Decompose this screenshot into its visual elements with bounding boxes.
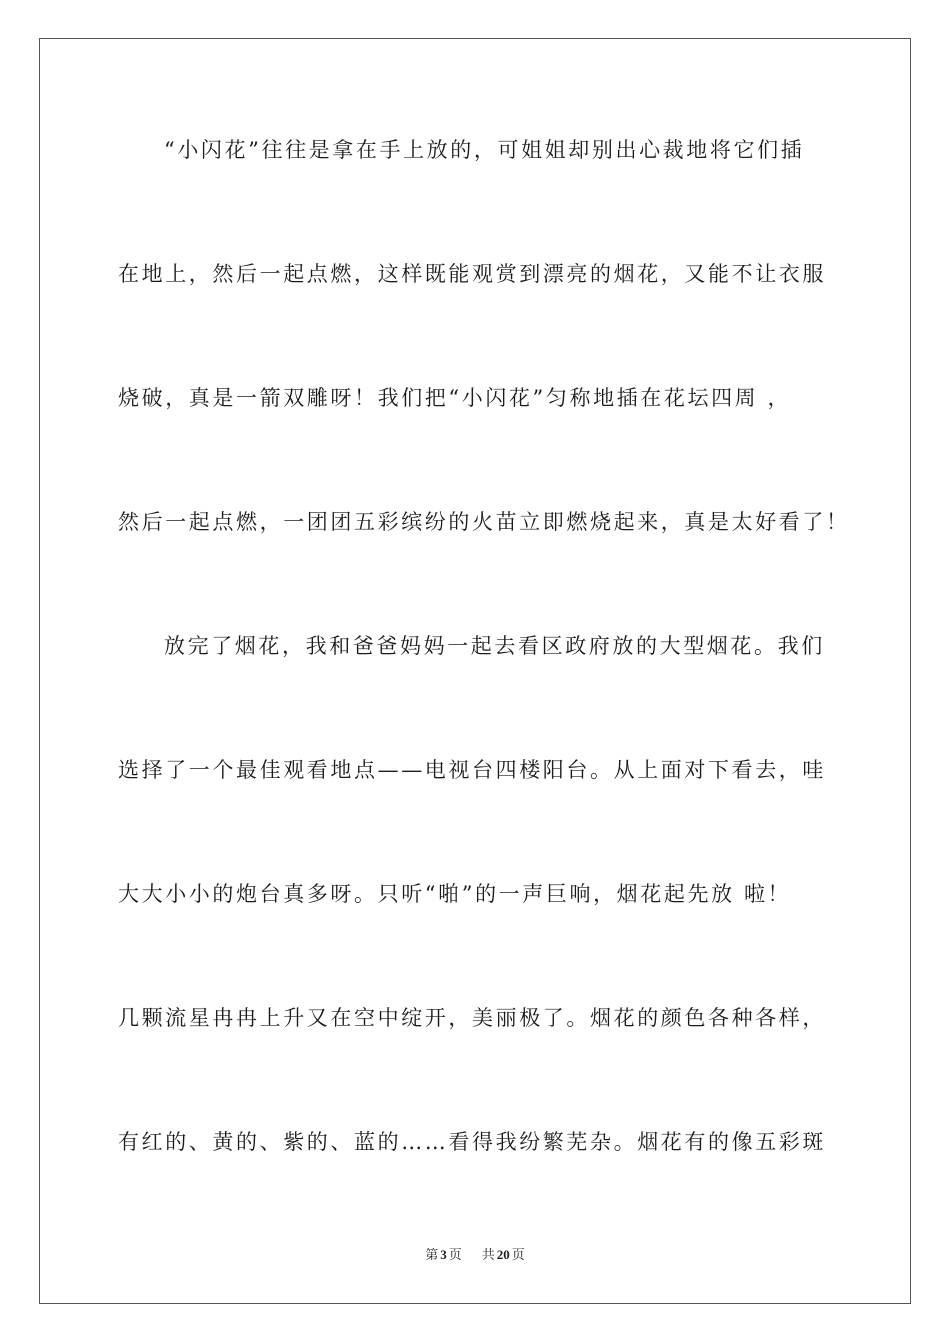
paragraph-2-line-3: 大大小小的炮台真多呀。只听“啪”的一声巨响，烟花起先放 啦！ [118,882,792,906]
paragraph-1-line-2: 在地上，然后一起点燃，这样既能观赏到漂亮的烟花，又能不让衣服 [118,262,826,286]
footer-total-pages: 20 [496,1247,510,1262]
paragraph-2-line-4: 几颗流星冉冉上升又在空中绽开，美丽极了。烟花的颜色各种各样， [118,1006,826,1030]
footer-total-suffix: 页 [511,1248,525,1263]
page-footer [0,1247,950,1264]
paragraph-1-line-1: “小闪花”往往是拿在手上放的，可姐姐却别出心裁地将它们插 [164,138,805,162]
page-border [39,38,911,1304]
paragraph-1-line-3: 烧破，真是一箭双雕呀！我们把“小闪花”匀称地插在花坛四周 ， [118,386,792,410]
paragraph-1-line-4: 然后一起点燃，一团团五彩缤纷的火苗立即燃烧起来，真是太好看了！ [118,510,850,534]
paragraph-2-line-5: 有红的、黄的、紫的、蓝的……看得我纷繁芜杂。烟花有的像五彩斑 [118,1130,826,1154]
footer-total-prefix: 共 [481,1248,495,1263]
paragraph-2-line-2: 选择了一个最佳观看地点——电视台四楼阳台。从上面对下看去，哇 [118,758,826,782]
footer-page-number: 3 [440,1247,447,1262]
footer-page-suffix: 页 [448,1248,462,1263]
footer-page-prefix: 第 [425,1248,439,1263]
paragraph-2-line-1: 放完了烟花，我和爸爸妈妈一起去看区政府放的大型烟花。我们 [164,634,825,658]
